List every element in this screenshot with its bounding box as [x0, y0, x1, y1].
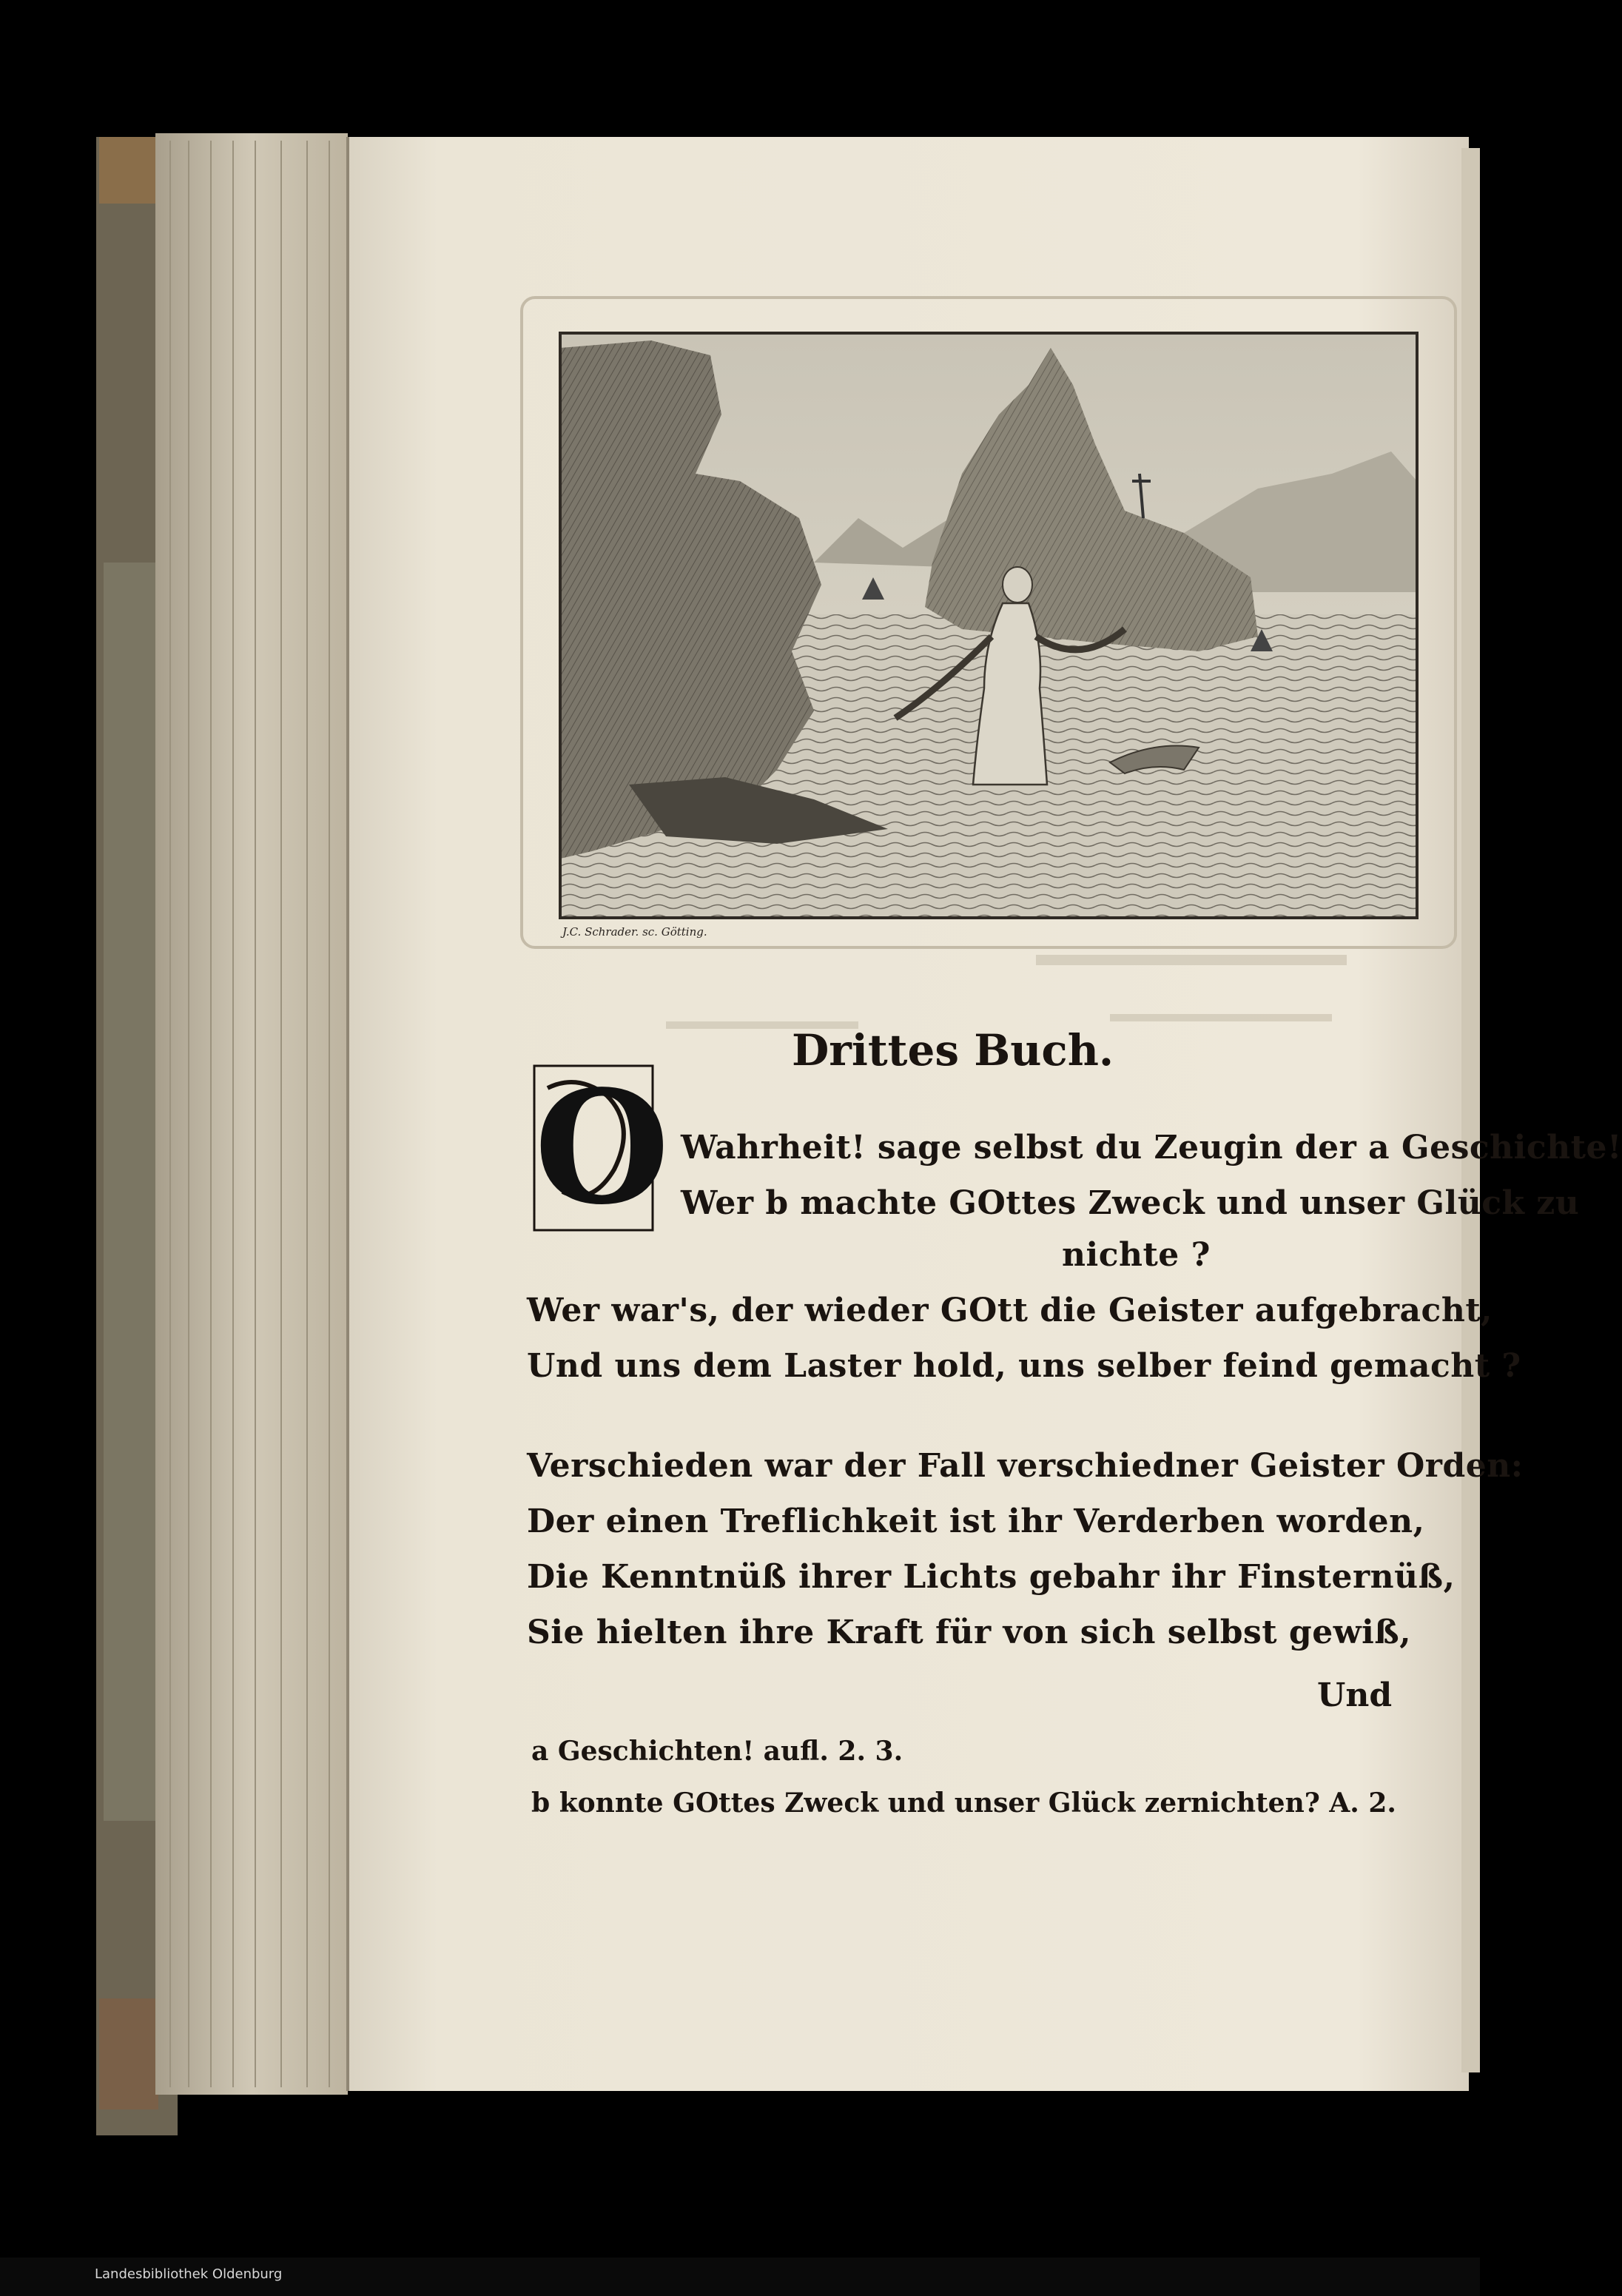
- engraving-caption: J.C. Schrader. sc. Götting.: [562, 925, 707, 939]
- footer-library-name[interactable]: Landesbibliothek Oldenburg: [95, 2266, 283, 2282]
- verse-line-5: Verschieden war der Fall verschiedner Geister Orden:: [527, 1447, 1524, 1485]
- verse-line-4: Und uns dem Laster hold, uns selber feind gemacht ?: [527, 1347, 1521, 1385]
- verse-line-3: Wer war's, der wieder GOtt die Geister aufgebracht,: [527, 1292, 1493, 1329]
- catchword: Und: [1317, 1676, 1393, 1714]
- verse-line-6: Der einen Treflichkeit ist ihr Verderben worden,: [527, 1503, 1425, 1540]
- verse-line-2: Wer b machte GOttes Zweck und unser Glück zu: [681, 1184, 1580, 1222]
- footnote-b: b konnte GOttes Zweck und unser Glück zernichten? A. 2.: [531, 1788, 1396, 1819]
- verse-line-8: Sie hielten ihre Kraft für von sich selbst gewiß,: [527, 1614, 1412, 1651]
- footnote-a: a Geschichten! aufl. 2. 3.: [531, 1736, 903, 1767]
- verse-line-2-continued: nichte ?: [1062, 1236, 1211, 1274]
- verse-line-7: Die Kenntnüß ihrer Lichts gebahr ihr Finsternüß,: [527, 1558, 1456, 1596]
- chapter-heading: Drittes Buch.: [792, 1025, 1114, 1075]
- verse-line-1: Wahrheit! sage selbst du Zeugin der a Geschichte!: [681, 1129, 1622, 1167]
- drop-initial: O: [534, 1056, 670, 1239]
- engraving: [560, 333, 1417, 918]
- page-edges: [155, 133, 348, 2095]
